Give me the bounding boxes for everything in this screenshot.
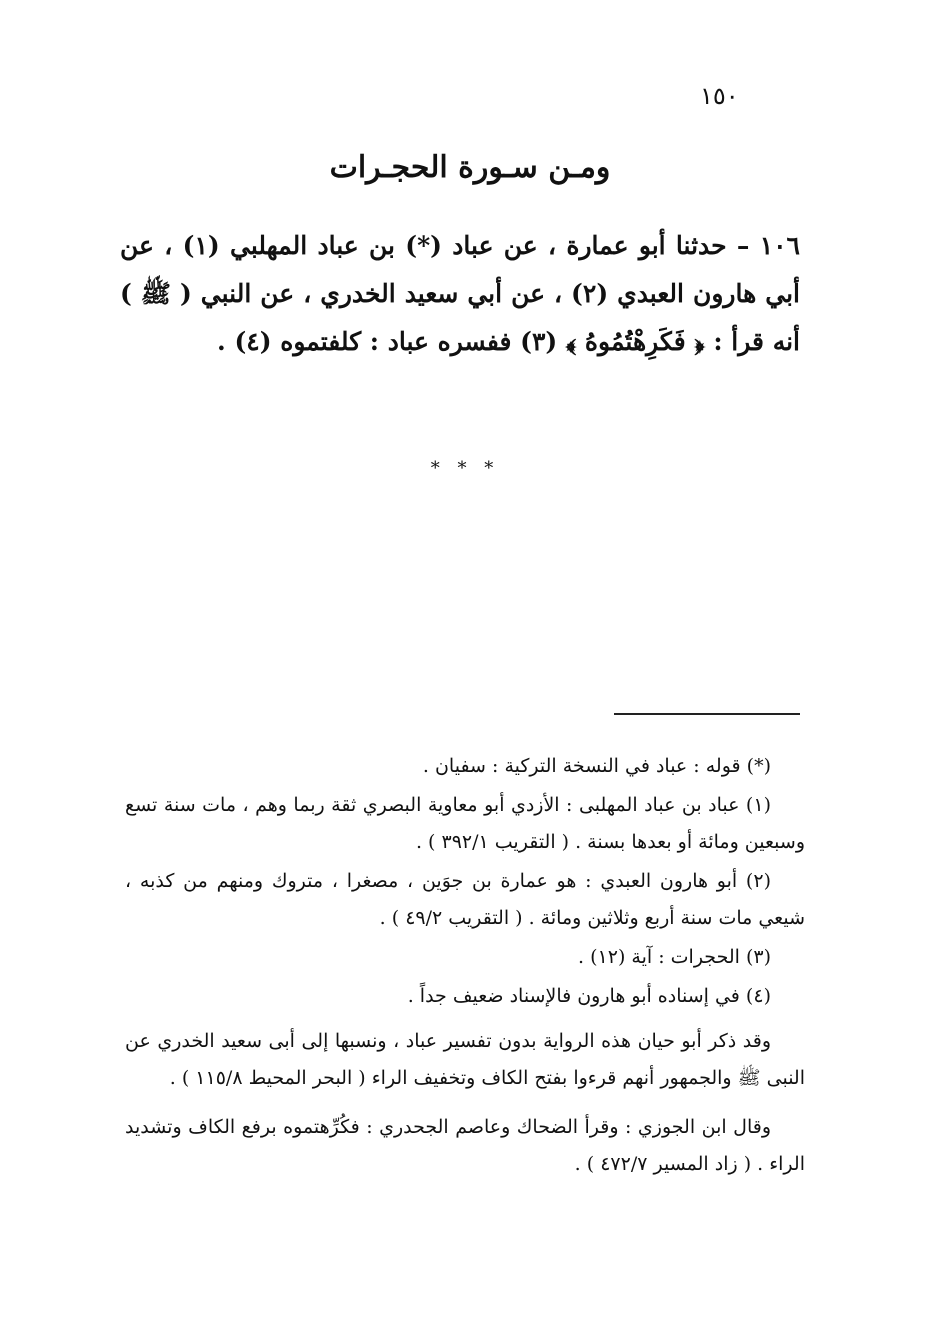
footnote-remark: وقال ابن الجوزي : وقرأ الضحاك وعاصم الجحدري : فكُرِّهتموه برفع الكاف وتشديد الراء . ( زاد المسير ٤٧٢/٧ ) . [125, 1116, 805, 1175]
footnotes [125, 748, 805, 1183]
footnote: (٢) أبو هارون العبدي : هو عمارة بن جوَين ، مصغرا ، متروك ومنهم من كذبه ، شيعي مات سنة أربع وثلاثين ومائة . ( التقريب ٤٩/٢ ) . [125, 870, 805, 929]
footnote: (٤) في إسناده أبو هارون فالإسناد ضعيف جداً . [407, 985, 771, 1007]
hadith-text: ١٠٦ – حدثنا أبو عمارة ، عن عباد (*) بن عباد المهلبي (١) ، عن أبي هارون العبدي (٢) ، عن أبي سعيد الخدري ، عن النبي ( ﷺ ) أنه قرأ : ﴿ فَكَرِهْتُمُوهُ ﴾ (٣) ففسره عباد : كلفتموه (٤) . [120, 231, 800, 356]
page-number: ١٥٠ [700, 82, 739, 110]
footnote: (١) عباد بن عباد المهلبى : الأزدي أبو معاوية البصري ثقة ربما وهم ، مات سنة تسع وسبعين ومائة أو بعدها بسنة . ( التقريب ٣٩٢/١ ) . [125, 794, 805, 853]
footnote: (*) قوله : عباد في النسخة التركية : سفيان . [422, 755, 771, 777]
footnote-remark: وقد ذكر أبو حيان هذه الرواية بدون تفسير عباد ، ونسبها إلى أبى سعيد الخدري عن النبى ﷺ والجمهور أنهم قرءوا بفتح الكاف وتخفيف الراء ( البحر المحيط ١١٥/٨ ) . [125, 1030, 805, 1089]
footnote-rule [614, 713, 800, 715]
surah-title: ومـن سـورة الحجـرات [329, 150, 611, 185]
section-separator: * * * [430, 458, 500, 479]
footnote: (٣) الحجرات : آية (١٢) . [578, 946, 771, 968]
